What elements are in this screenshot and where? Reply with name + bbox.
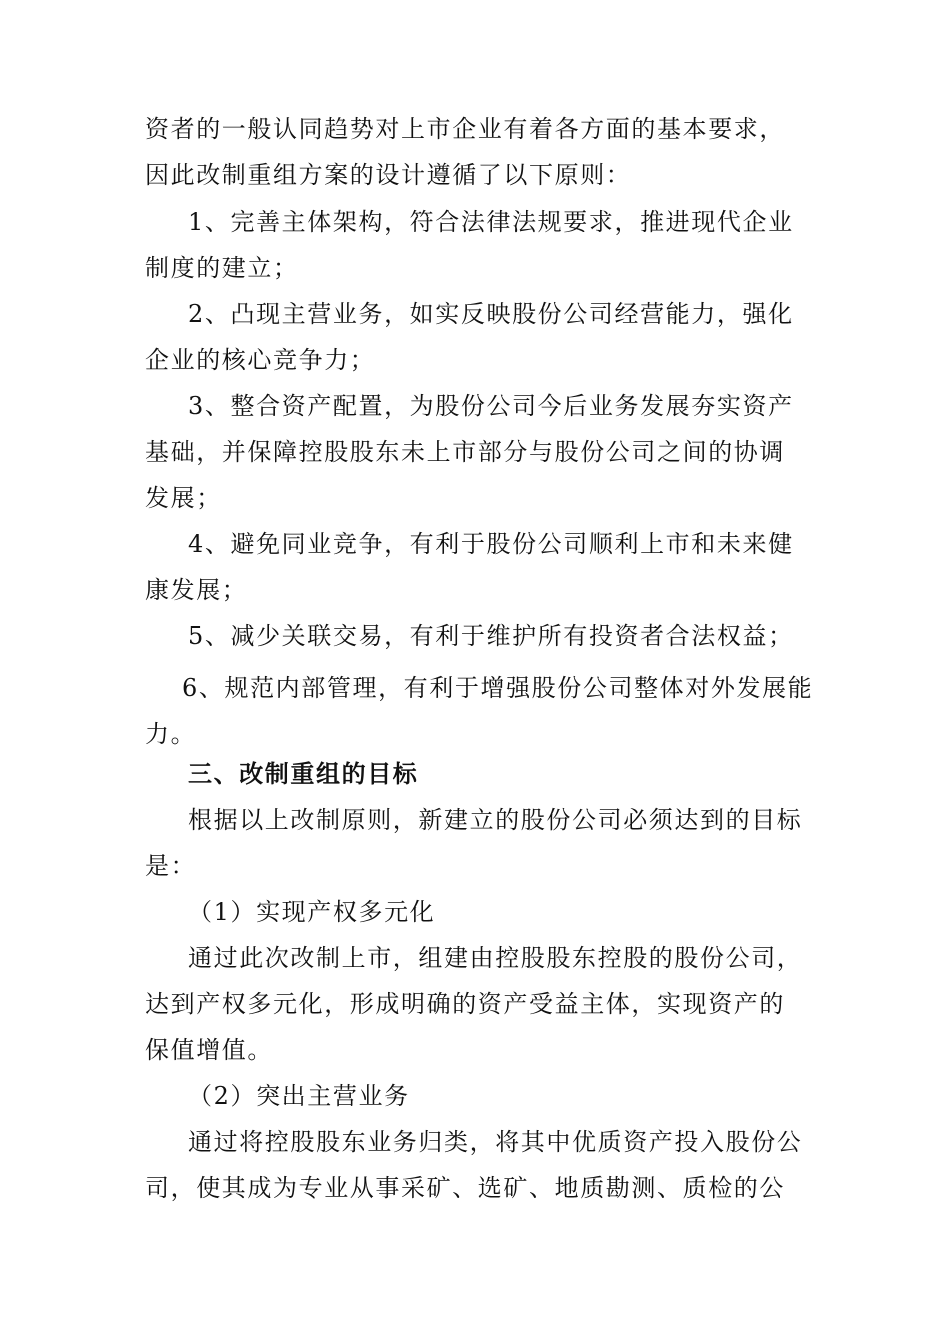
principle-3-line-1: 3、整合资产配置，为股份公司今后业务发展夯实资产 — [188, 392, 794, 420]
section-3-intro-line-1: 根据以上改制原则，新建立的股份公司必须达到的目标 — [188, 806, 803, 834]
principle-1-line-1: 1、完善主体架构，符合法律法规要求，推进现代企业 — [188, 208, 794, 236]
principle-6-line-2: 力。 — [145, 720, 197, 748]
goal-2-line-2: 司，使其成为专业从事采矿、选矿、地质勘测、质检的公 — [145, 1174, 785, 1202]
goal-1-line-1: 通过此次改制上市，组建由控股股东控股的股份公司， — [188, 944, 803, 972]
principle-6-line-1: 6、规范内部管理，有利于增强股份公司整体对外发展能 — [182, 674, 814, 702]
principle-3-line-3: 发展； — [145, 484, 222, 512]
intro-line-2: 因此改制重组方案的设计遵循了以下原则： — [145, 161, 632, 189]
goal-1-line-3: 保值增值。 — [145, 1036, 273, 1064]
principle-4-line-1: 4、避免同业竞争，有利于股份公司顺利上市和未来健 — [188, 530, 794, 558]
section-3-intro-line-2: 是： — [145, 852, 197, 880]
principle-2-line-2: 企业的核心竞争力； — [145, 346, 376, 374]
principle-3-line-2: 基础，并保障控股股东未上市部分与股份公司之间的协调 — [145, 438, 785, 466]
goal-1-title: （1）实现产权多元化 — [188, 898, 436, 926]
principle-1-line-2: 制度的建立； — [145, 254, 299, 282]
goal-2-line-1: 通过将控股股东业务归类，将其中优质资产投入股份公 — [188, 1128, 803, 1156]
goal-2-title: （2）突出主营业务 — [188, 1082, 410, 1110]
section-3-heading: 三、改制重组的目标 — [188, 760, 419, 788]
principle-4-line-2: 康发展； — [145, 576, 248, 604]
principle-2-line-1: 2、凸现主营业务，如实反映股份公司经营能力，强化 — [188, 300, 794, 328]
principle-5-line-1: 5、减少关联交易，有利于维护所有投资者合法权益； — [188, 622, 794, 650]
goal-1-line-2: 达到产权多元化，形成明确的资产受益主体，实现资产的 — [145, 990, 785, 1018]
intro-line-1: 资者的一般认同趋势对上市企业有着各方面的基本要求， — [145, 115, 785, 143]
